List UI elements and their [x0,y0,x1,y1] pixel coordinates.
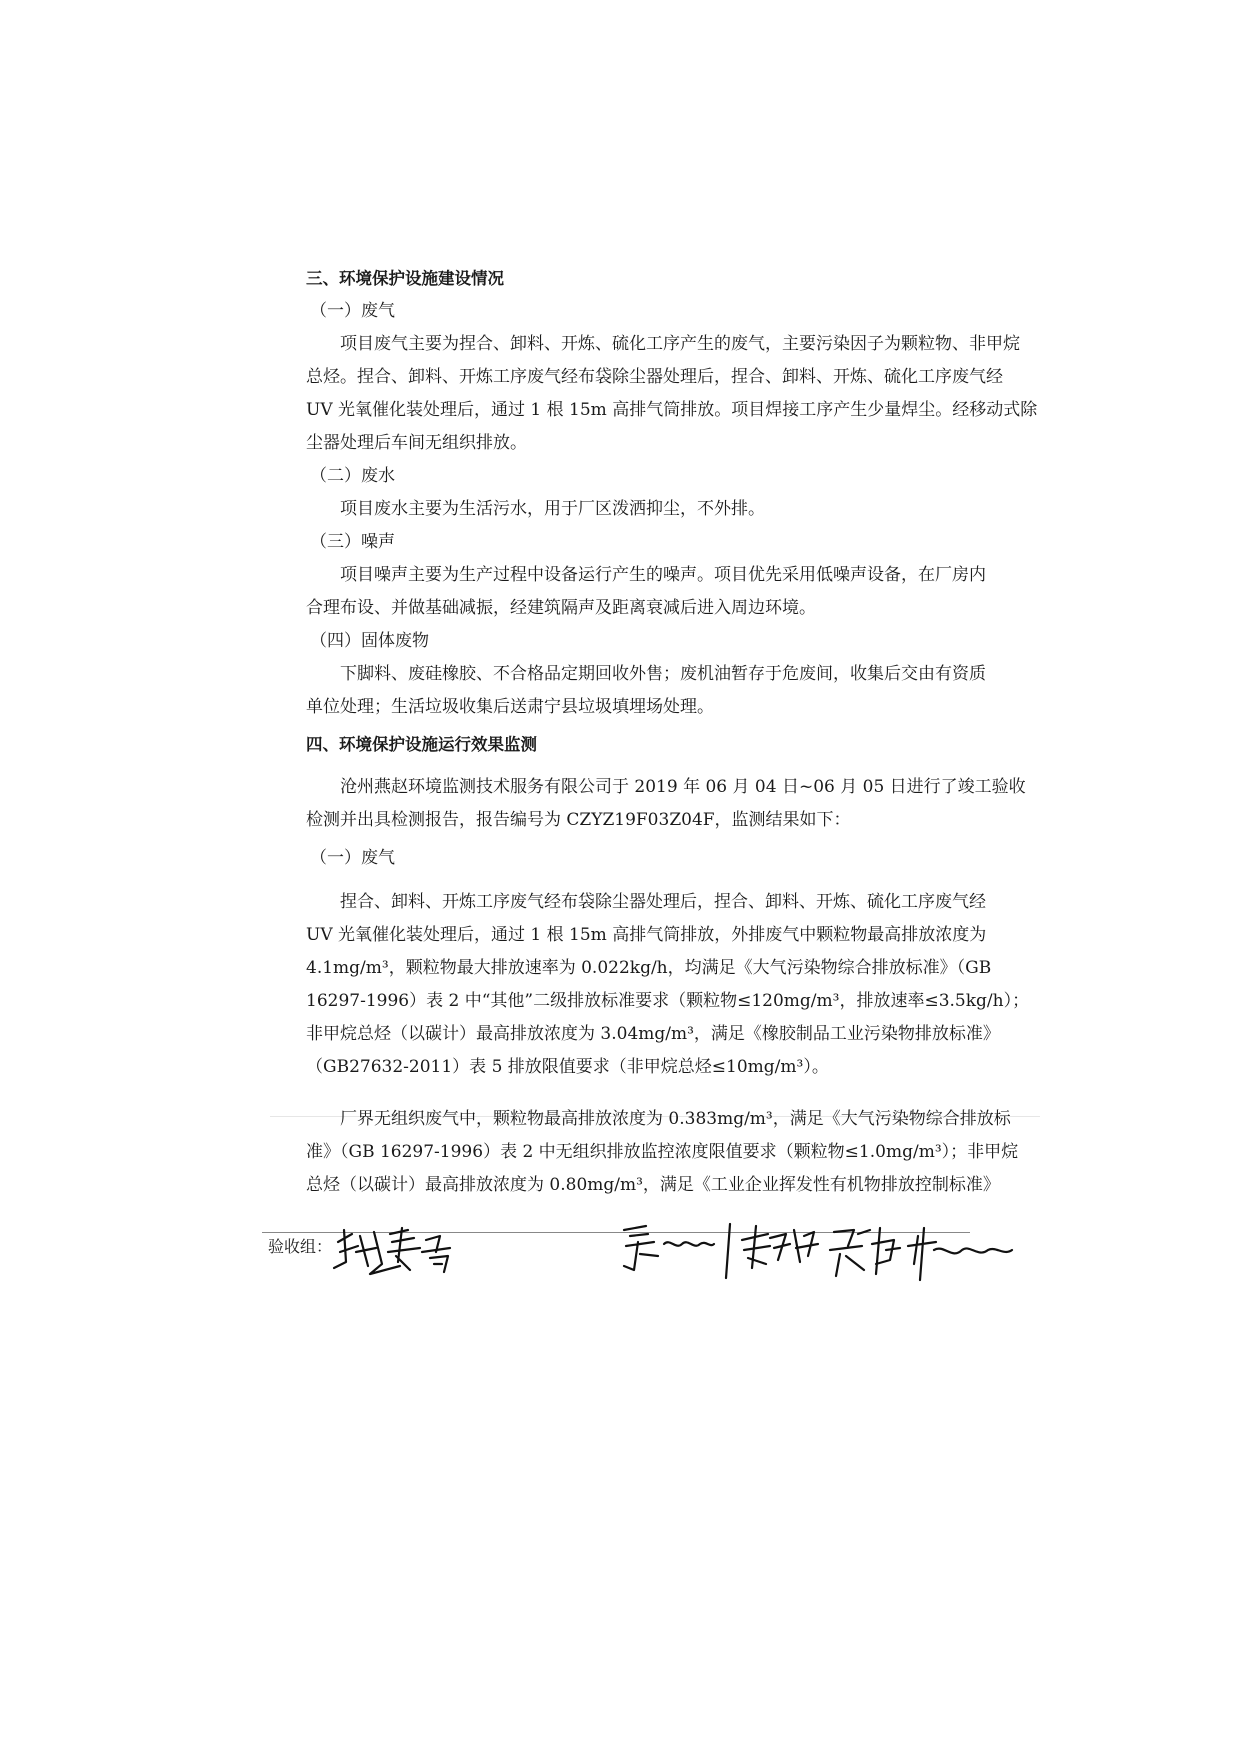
text-line: 检测并出具检测报告，报告编号为 CZYZ19F03Z04F，监测结果如下： [306,810,851,830]
paragraph-monitoring-intro [306,771,1026,837]
text-line: UV 光氧催化装处理后，通过 1 根 15m 高排气筒排放，外排废气中颗粒物最高排放浓度为 [306,925,987,945]
text-line: 厂界无组织废气中，颗粒物最高排放浓度为 0.383mg/m³，满足《大气污染物综合排放标 [340,1109,1011,1129]
text-line: （GB27632-2011）表 5 排放限值要求（非甲烷总烃≤10mg/m³）。 [306,1057,829,1077]
section-heading-4: 四、环境保护设施运行效果监测 [306,735,537,754]
paragraph-exhaust [306,328,1038,460]
subsection-title-solid-waste: （四）固体废物 [310,631,429,651]
handwritten-signatures-group [618,1220,1018,1300]
text-line: 合理布设、并做基础减振，经建筑隔声及距离衰减后进入周边环境。 [306,598,816,618]
paragraph-stack-results [306,886,1030,1084]
text-line: 4.1mg/m³，颗粒物最大排放速率为 0.022kg/h，均满足《大气污染物综合排放标准》（GB [306,958,992,978]
paragraph-noise [306,559,986,625]
text-line: 项目废气主要为捏合、卸料、开炼、硫化工序产生的废气，主要污染因子为颗粒物、非甲烷 [340,334,1020,354]
text-line: 总烃（以碳计）最高排放浓度为 0.80mg/m³，满足《工业企业挥发性有机物排放控制标准》 [306,1175,1000,1195]
subsection-title-noise: （三）噪声 [310,532,395,552]
paragraph-fugitive-results [306,1103,1019,1202]
text-line: 总烃。捏合、卸料、开炼工序废气经布袋除尘器处理后，捏合、卸料、开炼、硫化工序废气经 [306,367,1003,387]
text-line: UV 光氧催化装处理后，通过 1 根 15m 高排气筒排放。项目焊接工序产生少量焊尘。经移动式除 [306,400,1038,420]
subsection-title-exhaust: （一）废气 [310,301,395,321]
handwritten-signature-1 [330,1222,470,1282]
text-line: 尘器处理后车间无组织排放。 [306,433,527,453]
text-line: 准》（GB 16297-1996）表 2 中无组织排放监控浓度限值要求（颗粒物≤1.0mg/m³）；非甲烷 [306,1142,1019,1162]
paragraph-wastewater [306,493,956,526]
text-line: 16297-1996）表 2 中“其他”二级排放标准要求（颗粒物≤120mg/m³，排放速率≤3.5kg/h）； [306,991,1030,1011]
subsection-title-exhaust-results: （一）废气 [310,848,395,868]
acceptance-group-label: 验收组： [268,1237,333,1256]
section-heading-3: 三、环境保护设施建设情况 [306,269,504,288]
text-line: 项目噪声主要为生产过程中设备运行产生的噪声。项目优先采用低噪声设备，在厂房内 [340,565,986,585]
subsection-title-wastewater: （二）废水 [310,466,395,486]
text-line: 单位处理；生活垃圾收集后送肃宁县垃圾填埋场处理。 [306,697,714,717]
text-line: 沧州燕赵环境监测技术服务有限公司于 2019 年 06 月 04 日~06 月 05 日进行了竣工验收 [340,777,1026,797]
paragraph-solid-waste [306,658,986,724]
text-line: 项目废水主要为生活污水，用于厂区泼洒抑尘，不外排。 [340,499,765,519]
text-line: 下脚料、废硅橡胶、不合格品定期回收外售；废机油暂存于危废间，收集后交由有资质 [340,664,986,684]
text-line: 非甲烷总烃（以碳计）最高排放浓度为 3.04mg/m³，满足《橡胶制品工业污染物排放标准》 [306,1024,1000,1044]
text-line: 捏合、卸料、开炼工序废气经布袋除尘器处理后，捏合、卸料、开炼、硫化工序废气经 [340,892,986,912]
